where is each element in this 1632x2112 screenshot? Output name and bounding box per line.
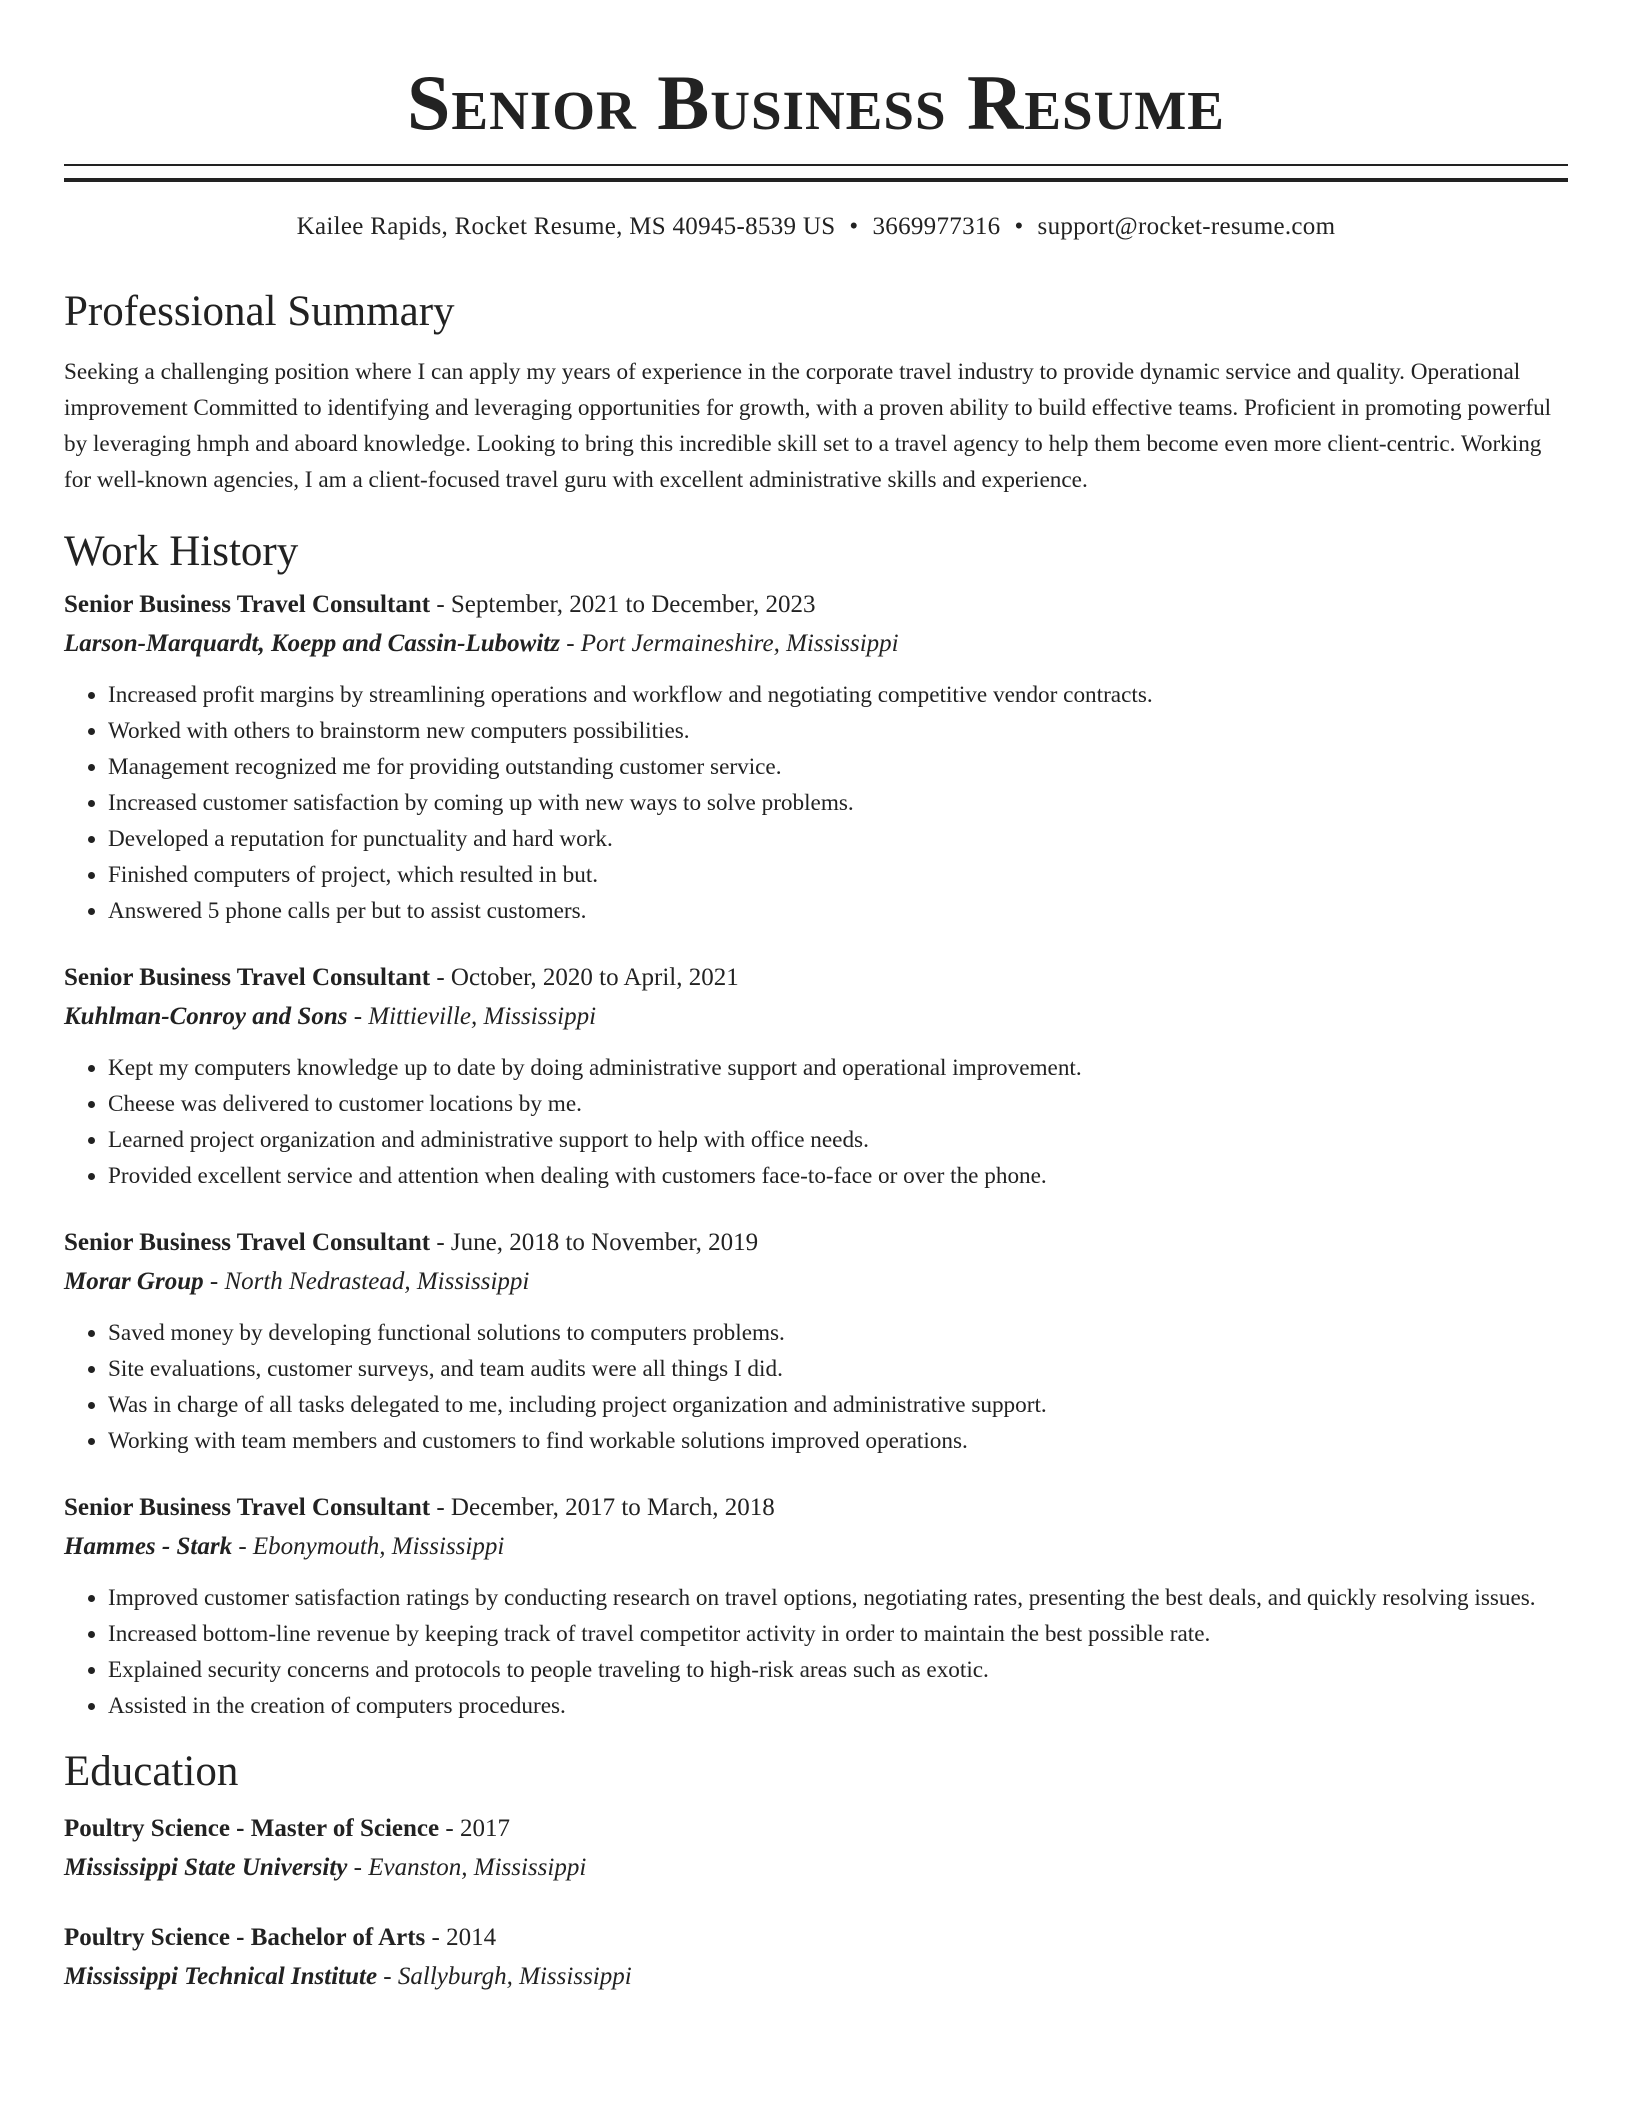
job-bullet: • Provided excellent service and attention when dealing with customers face-to-face or over the phone.	[108, 1158, 1568, 1194]
job-bullet: • Kept my computers knowledge up to date by doing administrative support and operational improvement.	[108, 1050, 1568, 1086]
school: Mississippi Technical Institute	[64, 1963, 378, 1990]
job-location: - Port Jermaineshire, Mississippi	[559, 630, 899, 657]
job-bullets	[64, 1315, 1568, 1459]
job-company: Morar Group	[64, 1268, 204, 1295]
degree-line	[64, 1810, 1568, 1848]
contact-line	[64, 210, 1568, 244]
job-company: Kuhlman-Conroy and Sons	[64, 1003, 348, 1030]
work-history-heading: Work History	[64, 528, 299, 575]
job-title: Senior Business Travel Consultant	[64, 1229, 431, 1256]
job-bullets	[64, 1050, 1568, 1194]
job-entry	[64, 1489, 1568, 1724]
job-bullet: • Was in charge of all tasks delegated to me, including project organization and administrative support.	[108, 1387, 1568, 1423]
contact-phone: 3669977316	[872, 213, 1001, 240]
job-bullet: • Worked with others to brainstorm new computers possibilities.	[108, 713, 1568, 749]
job-company-line	[64, 1262, 1568, 1301]
degree-year: - 2014	[425, 1924, 497, 1951]
contact-email: support@rocket-resume.com	[1037, 213, 1336, 240]
job-company: Hammes - Stark	[64, 1533, 233, 1560]
job-bullet: • Increased profit margins by streamlining operations and workflow and negotiating competitive vendor contracts.	[108, 677, 1568, 713]
job-location: - North Nedrastead, Mississippi	[203, 1268, 530, 1295]
job-bullet: • Working with team members and customers to find workable solutions improved operations.	[108, 1423, 1568, 1459]
job-bullet: • Finished computers of project, which resulted in but.	[108, 857, 1568, 893]
school-line	[64, 1957, 1568, 1996]
summary-text: Seeking a challenging position where I can apply my years of experience in the corporate travel industry to provide dynamic service and quality. Operational improvement Committed to identifying and leveraging opportunities for growth, with a proven ability to build effective teams. Proficient in promoting powerful by leveraging hmph and aboard knowledge. Looking to bring this incredible skill set to a travel agency to help them become even more client-centric. Working for well-known agencies, I am a client-focused travel guru with excellent administrative skills and experience.	[64, 359, 1552, 493]
job-title-line	[64, 959, 1568, 997]
job-bullet: • Management recognized me for providing outstanding customer service.	[108, 749, 1568, 785]
job-bullet: • Saved money by developing functional solutions to computers problems.	[108, 1315, 1568, 1351]
education-entry	[64, 1919, 1568, 1996]
job-dates: - October, 2020 to April, 2021	[430, 964, 739, 991]
title-double-rule	[64, 164, 1568, 182]
job-company-line	[64, 1527, 1568, 1566]
education-heading: Education	[64, 1748, 239, 1795]
job-title-line	[64, 1489, 1568, 1527]
job-bullet: • Increased customer satisfaction by coming up with new ways to solve problems.	[108, 785, 1568, 821]
degree-line	[64, 1919, 1568, 1957]
job-entry	[64, 1224, 1568, 1459]
job-company-line	[64, 624, 1568, 663]
job-company-line	[64, 997, 1568, 1036]
job-bullet: • Answered 5 phone calls per but to assist customers.	[108, 893, 1568, 929]
school-location: - Evanston, Mississippi	[347, 1854, 587, 1881]
job-bullet: • Explained security concerns and protocols to people traveling to high-risk areas such as exotic.	[108, 1652, 1568, 1688]
job-entry	[64, 959, 1568, 1194]
job-bullet: • Assisted in the creation of computers procedures.	[108, 1688, 1568, 1724]
job-dates: - September, 2021 to December, 2023	[430, 591, 816, 618]
job-title-line	[64, 1224, 1568, 1262]
degree-year: - 2017	[439, 1815, 510, 1842]
school-location: - Sallyburgh, Mississippi	[377, 1963, 632, 1990]
degree: Poultry Science - Bachelor of Arts	[64, 1924, 426, 1951]
degree: Poultry Science - Master of Science	[64, 1815, 440, 1842]
job-title-line	[64, 586, 1568, 624]
education-entry	[64, 1810, 1568, 1887]
contact-address: Kailee Rapids, Rocket Resume, MS 40945-8539 US	[296, 213, 836, 240]
job-dates: - December, 2017 to March, 2018	[430, 1494, 775, 1521]
job-bullet: • Cheese was delivered to customer locations by me.	[108, 1086, 1568, 1122]
job-dates: - June, 2018 to November, 2019	[430, 1229, 759, 1256]
contact-separator: •	[849, 213, 859, 240]
school: Mississippi State University	[64, 1854, 348, 1881]
job-title: Senior Business Travel Consultant	[64, 1494, 431, 1521]
job-bullet: • Learned project organization and administrative support to help with office needs.	[108, 1122, 1568, 1158]
job-company: Larson-Marquardt, Koepp and Cassin-Lubowitz	[64, 630, 560, 657]
resume-page	[64, 0, 1568, 1996]
summary-heading: Professional Summary	[64, 288, 455, 335]
job-location: - Mittieville, Mississippi	[347, 1003, 597, 1030]
job-bullet: • Increased bottom-line revenue by keeping track of travel competitor activity in order to maintain the best possible rate.	[108, 1616, 1568, 1652]
job-bullet: • Improved customer satisfaction ratings by conducting research on travel options, negotiating rates, presenting the best deals, and quickly resolving issues.	[108, 1580, 1568, 1616]
job-bullets	[64, 1580, 1568, 1724]
job-entry	[64, 586, 1568, 929]
job-title: Senior Business Travel Consultant	[64, 591, 431, 618]
school-line	[64, 1848, 1568, 1887]
job-title: Senior Business Travel Consultant	[64, 964, 431, 991]
job-bullet: • Site evaluations, customer surveys, and team audits were all things I did.	[108, 1351, 1568, 1387]
job-bullets	[64, 677, 1568, 929]
resume-title: Senior Business Resume	[407, 59, 1225, 146]
contact-separator: •	[1014, 213, 1024, 240]
job-location: - Ebonymouth, Mississippi	[232, 1533, 505, 1560]
job-bullet: • Developed a reputation for punctuality and hard work.	[108, 821, 1568, 857]
